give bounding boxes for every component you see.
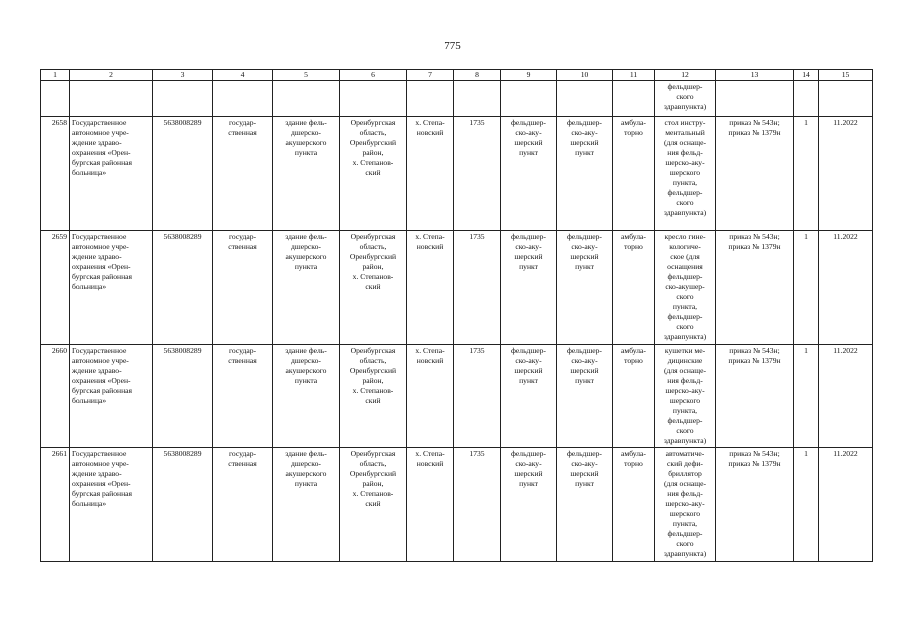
- date-cell: 11.2022: [819, 448, 873, 562]
- column-number: 5: [273, 70, 340, 81]
- address-cell: Оренбургская область, Оренбургский район, х. Степанов- ский: [340, 345, 407, 448]
- ownership-cell: государ- ственная: [213, 345, 273, 448]
- continuation-row: [41, 81, 873, 117]
- order-cell: приказ № 543н; приказ № 1379н: [716, 345, 794, 448]
- ownership-cell: государ- ственная: [213, 117, 273, 231]
- code-cell: 1735: [454, 345, 501, 448]
- address-cell: Оренбургская область, Оренбургский район, х. Степанов- ский: [340, 448, 407, 562]
- row-number: 2658: [41, 117, 70, 231]
- column-number: 11: [613, 70, 655, 81]
- order-cell: приказ № 543н; приказ № 1379н: [716, 231, 794, 345]
- continuation-equipment-cell: фельдшер- ского здравпункта): [655, 81, 716, 117]
- page-number: 775: [444, 40, 461, 52]
- column-number: 14: [794, 70, 819, 81]
- order-cell: приказ № 543н; приказ № 1379н: [716, 117, 794, 231]
- ownership-cell: государ- ственная: [213, 231, 273, 345]
- register-table: [40, 69, 873, 562]
- column-number: 7: [407, 70, 454, 81]
- order-cell: приказ № 543н; приказ № 1379н: [716, 448, 794, 562]
- date-cell: 11.2022: [819, 231, 873, 345]
- quantity-cell: 1: [794, 448, 819, 562]
- inn-cell: 5638008289: [153, 117, 213, 231]
- building-cell: здание фель- дшерско- акушерского пункта: [273, 448, 340, 562]
- date-cell: 11.2022: [819, 117, 873, 231]
- settlement-cell: х. Степа- новский: [407, 345, 454, 448]
- code-cell: 1735: [454, 117, 501, 231]
- quantity-cell: 1: [794, 117, 819, 231]
- column-number: 3: [153, 70, 213, 81]
- settlement-cell: х. Степа- новский: [407, 448, 454, 562]
- care-mode-cell: амбула- торно: [613, 117, 655, 231]
- facility-type-2-cell: фельдшер- ско-аку- шерский пункт: [557, 448, 613, 562]
- column-number: 13: [716, 70, 794, 81]
- row-number: 2661: [41, 448, 70, 562]
- ownership-cell: государ- ственная: [213, 448, 273, 562]
- column-number: 15: [819, 70, 873, 81]
- organization-cell: Государственное автономное учре- ждение здраво- охранения «Орен- бургская районная больница»: [70, 117, 153, 231]
- quantity-cell: 1: [794, 231, 819, 345]
- building-cell: здание фель- дшерско- акушерского пункта: [273, 231, 340, 345]
- care-mode-cell: амбула- торно: [613, 345, 655, 448]
- building-cell: здание фель- дшерско- акушерского пункта: [273, 345, 340, 448]
- facility-type-cell: фельдшер- ско-аку- шерский пункт: [501, 345, 557, 448]
- row-number: 2660: [41, 345, 70, 448]
- equipment-cell: кушетки ме- дицинские (для оснаще- ния фельд- шерско-аку- шерского пункта, фельдшер- ского здравпункта): [655, 345, 716, 448]
- equipment-cell: автоматиче- ский дефи- бриллятор (для оснаще- ния фельд- шерско-аку- шерского пункта, фельдшер- ского здравпункта): [655, 448, 716, 562]
- organization-cell: Государственное автономное учре- ждение здраво- охранения «Орен- бургская районная больница»: [70, 448, 153, 562]
- inn-cell: 5638008289: [153, 448, 213, 562]
- column-number: 6: [340, 70, 407, 81]
- table-row: [41, 231, 873, 345]
- inn-cell: 5638008289: [153, 231, 213, 345]
- column-number: 8: [454, 70, 501, 81]
- code-cell: 1735: [454, 448, 501, 562]
- equipment-cell: кресло гине- кологиче- ское (для оснащения фельдшер- ско-акушер- ского пункта, фельдшер- ского здравпункта): [655, 231, 716, 345]
- table-row: [41, 448, 873, 562]
- date-cell: 11.2022: [819, 345, 873, 448]
- inn-cell: 5638008289: [153, 345, 213, 448]
- facility-type-2-cell: фельдшер- ско-аку- шерский пункт: [557, 117, 613, 231]
- quantity-cell: 1: [794, 345, 819, 448]
- table-row: [41, 117, 873, 231]
- care-mode-cell: амбула- торно: [613, 231, 655, 345]
- column-number: 2: [70, 70, 153, 81]
- code-cell: 1735: [454, 231, 501, 345]
- facility-type-cell: фельдшер- ско-аку- шерский пункт: [501, 117, 557, 231]
- care-mode-cell: амбула- торно: [613, 448, 655, 562]
- address-cell: Оренбургская область, Оренбургский район, х. Степанов- ский: [340, 117, 407, 231]
- column-number-row: [41, 70, 873, 81]
- address-cell: Оренбургская область, Оренбургский район, х. Степанов- ский: [340, 231, 407, 345]
- organization-cell: Государственное автономное учре- ждение здраво- охранения «Орен- бургская районная больница»: [70, 345, 153, 448]
- building-cell: здание фель- дшерско- акушерского пункта: [273, 117, 340, 231]
- column-number: 1: [41, 70, 70, 81]
- facility-type-cell: фельдшер- ско-аку- шерский пункт: [501, 231, 557, 345]
- facility-type-2-cell: фельдшер- ско-аку- шерский пункт: [557, 345, 613, 448]
- facility-type-2-cell: фельдшер- ско-аку- шерский пункт: [557, 231, 613, 345]
- column-number: 10: [557, 70, 613, 81]
- equipment-cell: стол инстру- ментальный (для оснаще- ния фельд- шерско-аку- шерского пункта, фельдшер- ского здравпункта): [655, 117, 716, 231]
- column-number: 12: [655, 70, 716, 81]
- column-number: 9: [501, 70, 557, 81]
- organization-cell: Государственное автономное учре- ждение здраво- охранения «Орен- бургская районная больница»: [70, 231, 153, 345]
- row-number: 2659: [41, 231, 70, 345]
- settlement-cell: х. Степа- новский: [407, 231, 454, 345]
- column-number: 4: [213, 70, 273, 81]
- table-row: [41, 345, 873, 448]
- settlement-cell: х. Степа- новский: [407, 117, 454, 231]
- facility-type-cell: фельдшер- ско-аку- шерский пункт: [501, 448, 557, 562]
